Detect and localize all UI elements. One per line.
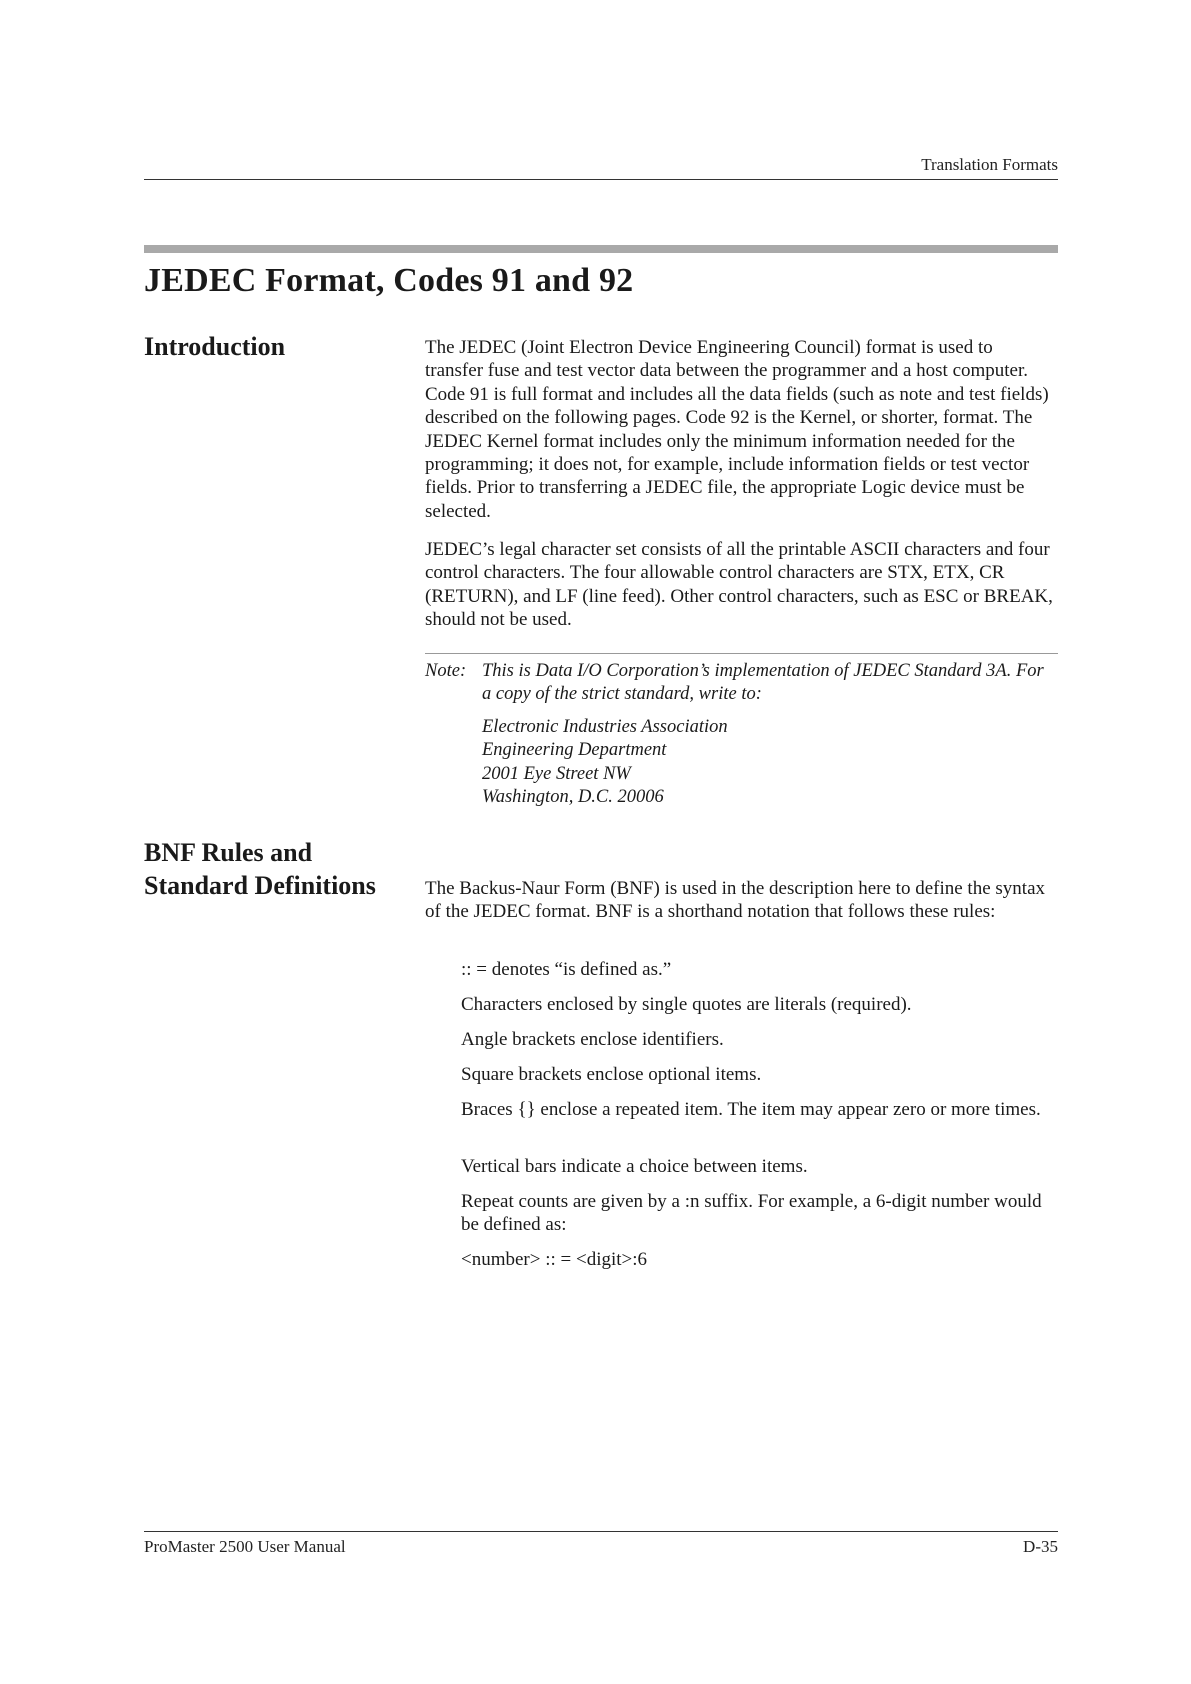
introduction-heading: Introduction [144, 332, 286, 361]
note-rule [425, 653, 1058, 654]
bnf-heading-line-1: BNF Rules and [144, 838, 313, 867]
footer-manual-title: ProMaster 2500 User Manual [144, 1537, 346, 1556]
running-header: Translation Formats [921, 155, 1058, 174]
introduction-paragraph-2: JEDEC’s legal character set consists of all the printable ASCII characters and four control characters. The four allowable control characters are STX, ETX, CR (RETURN), and LF (line feed). Other control characters, such as ESC or BREAK, should not be used. [425, 539, 1053, 631]
footer-page-number: D-35 [1023, 1537, 1058, 1556]
bnf-rule: <number> :: = <digit>:6 [461, 1249, 648, 1270]
bnf-rule: Angle brackets enclose identifiers. [461, 1029, 724, 1050]
bnf-intro: The Backus-Naur Form (BNF) is used in the description here to define the syntax of the JEDEC format. BNF is a shorthand notation that follows these rules: [425, 878, 1045, 923]
bnf-rule: Braces {} enclose a repeated item. The item may appear zero or more times. [461, 1099, 1041, 1120]
address-line: 2001 Eye Street NW [482, 763, 631, 784]
address-line: Electronic Industries Association [482, 717, 728, 737]
bnf-rule: Square brackets enclose optional items. [461, 1064, 762, 1085]
bnf-rule: :: = denotes “is defined as.” [461, 959, 672, 980]
address-line: Engineering Department [482, 740, 667, 761]
introduction-paragraph-1: The JEDEC (Joint Electron Device Engineering Council) format is used to transfer fuse and test vector data between the programmer and a host computer. Code 91 is full format and includes all the data fields (such as note and test fields) described on the following pages. Code 92 is the Kernel, or shorter, format. The JEDEC Kernel format includes only the minimum information needed for the programming; it does not, for example, include information fields or test vector fields. Prior to transferring a JEDEC file, the appropriate Logic device must be selected. [425, 337, 1049, 522]
bnf-rule: Repeat counts are given by a :n suffix. For example, a 6-digit number would be defined as: [461, 1191, 1042, 1236]
footer-rule [144, 1531, 1058, 1532]
bnf-rule: Vertical bars indicate a choice between items. [461, 1156, 808, 1177]
address-block [482, 716, 728, 810]
bnf-heading-line-2: Standard Definitions [144, 871, 376, 900]
chapter-title: JEDEC Format, Codes 91 and 92 [144, 262, 634, 299]
note-label: Note: [425, 661, 467, 681]
bnf-rule: Characters enclosed by single quotes are literals (required). [461, 994, 912, 1015]
note-text: This is Data I/O Corporation’s implementation of JEDEC Standard 3A. For a copy of the strict standard, write to: [482, 661, 1044, 705]
address-line: Washington, D.C. 20006 [482, 787, 664, 808]
header-rule [144, 179, 1058, 180]
bnf-heading [144, 836, 376, 902]
chapter-bar [144, 245, 1058, 253]
